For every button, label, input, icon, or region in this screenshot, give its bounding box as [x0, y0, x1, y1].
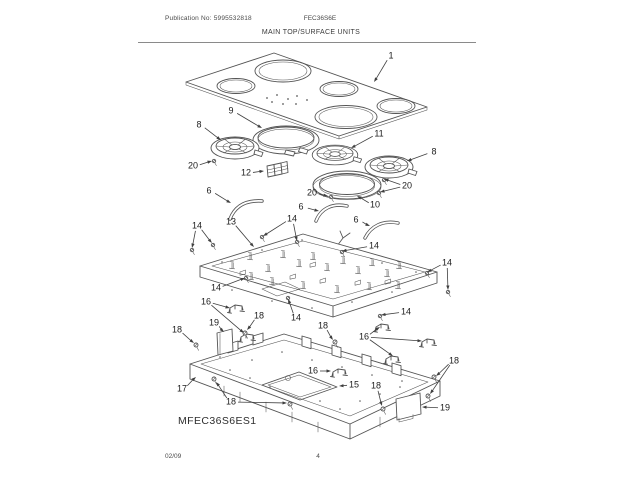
- callout-arrowhead: [314, 208, 319, 211]
- footer-date: 02/09: [165, 453, 182, 460]
- callout-leader: [253, 171, 261, 172]
- callout-arrowhead: [257, 124, 262, 128]
- footer-page-number: 4: [316, 453, 320, 460]
- callout-6: 6: [206, 185, 212, 196]
- callout-8: 8: [196, 119, 202, 130]
- callout-leader: [376, 60, 387, 79]
- callout-leader: [384, 313, 399, 315]
- screw-14: [446, 290, 450, 296]
- callout-arrowhead: [365, 223, 370, 226]
- callout-1: 1: [388, 50, 394, 61]
- callout-18: 18: [225, 396, 237, 407]
- callout-6: 6: [353, 214, 359, 225]
- diagram-model-label: MFEC36S6ES1: [178, 415, 257, 427]
- callout-arrowhead: [282, 401, 287, 404]
- callout-leader: [370, 340, 390, 354]
- screw-20: [377, 191, 381, 197]
- callout-leader: [360, 198, 369, 203]
- callout-14: 14: [191, 220, 203, 231]
- callout-leader: [200, 162, 209, 165]
- callout-leader: [387, 180, 400, 185]
- bracket-16: [228, 305, 245, 313]
- callout-arrowhead: [446, 285, 449, 290]
- callout-14: 14: [210, 282, 222, 293]
- callout-leader: [410, 154, 427, 160]
- callout-leader: [430, 265, 440, 271]
- callout-leader: [327, 330, 331, 337]
- callout-14: 14: [441, 257, 453, 268]
- callout-leader: [202, 230, 210, 241]
- screw-14: [378, 314, 382, 320]
- surface-element-9: [253, 126, 319, 156]
- screw-14: [260, 235, 264, 241]
- callout-15: 15: [348, 379, 360, 390]
- screw-20: [212, 159, 216, 165]
- main-top-frame-13: [200, 234, 437, 317]
- callout-leader: [447, 268, 448, 287]
- callout-arrowhead: [191, 243, 194, 248]
- wire-6: [365, 222, 398, 238]
- callout-18: 18: [448, 355, 460, 366]
- callout-arrowhead: [226, 199, 231, 203]
- surface-element-11: [312, 145, 361, 165]
- callout-arrowhead: [388, 352, 393, 356]
- callout-arrowhead: [430, 389, 434, 394]
- callout-leader: [187, 379, 193, 385]
- callout-16: 16: [200, 296, 212, 307]
- callout-leader: [425, 407, 438, 408]
- callout-19: 19: [439, 402, 451, 413]
- bracket-16: [420, 339, 437, 347]
- callout-arrowhead: [329, 335, 333, 340]
- callout-arrowhead: [351, 145, 356, 148]
- callout-leader: [183, 333, 192, 341]
- callout-leader: [308, 208, 316, 210]
- callout-9: 9: [228, 105, 234, 116]
- screw-14: [190, 248, 194, 254]
- callout-arrowhead: [225, 305, 230, 308]
- callout-20: 20: [306, 187, 318, 198]
- screw-14: [211, 243, 215, 249]
- callout-arrowhead: [216, 136, 221, 140]
- callout-arrowhead: [374, 77, 378, 82]
- callout-leader: [249, 320, 254, 328]
- callout-leader: [383, 187, 400, 191]
- callout-arrowhead: [407, 158, 412, 161]
- callout-leader: [236, 226, 252, 245]
- callout-10: 10: [369, 199, 381, 210]
- page-title: MAIN TOP/SURFACE UNITS: [261, 29, 361, 36]
- wire-6: [316, 205, 347, 221]
- callout-19: 19: [208, 317, 220, 328]
- screw-18: [381, 407, 386, 414]
- callout-leader: [371, 337, 419, 340]
- callout-18: 18: [317, 320, 329, 331]
- callout-leader: [238, 402, 284, 403]
- callout-14: 14: [290, 312, 302, 323]
- callout-18: 18: [253, 310, 265, 321]
- callout-12: 12: [240, 167, 252, 178]
- callout-arrowhead: [263, 232, 268, 236]
- callout-arrowhead: [417, 339, 422, 342]
- callout-leader: [215, 193, 228, 201]
- callout-6: 6: [298, 201, 304, 212]
- screw-18: [426, 394, 431, 401]
- callout-leader: [213, 303, 227, 307]
- callout-leader: [223, 279, 242, 286]
- callout-leader: [266, 222, 286, 235]
- callout-leader: [205, 128, 218, 138]
- callout-20: 20: [401, 180, 413, 191]
- glass-cooktop-1: [186, 53, 427, 139]
- screw-18: [194, 343, 199, 350]
- callout-16: 16: [358, 331, 370, 342]
- callout-14: 14: [286, 213, 298, 224]
- callout-leader: [294, 224, 297, 238]
- callout-18: 18: [171, 324, 183, 335]
- callout-11: 11: [374, 128, 384, 139]
- screw-18: [288, 402, 293, 409]
- callout-leader: [237, 113, 259, 126]
- callout-13: 13: [225, 216, 237, 227]
- callout-17: 17: [176, 383, 188, 394]
- terminal-block-12: [267, 162, 288, 178]
- publication-number: Publication No: 5995532818: [165, 15, 252, 22]
- callout-arrowhead: [207, 161, 212, 164]
- model-number: FEC36S6E: [303, 15, 337, 22]
- callout-8: 8: [431, 146, 437, 157]
- callout-14: 14: [368, 240, 380, 251]
- callout-18: 18: [370, 380, 382, 391]
- screw-18: [243, 331, 248, 338]
- callout-16: 16: [307, 365, 319, 376]
- callout-leader: [193, 231, 196, 245]
- callout-20: 20: [187, 160, 199, 171]
- callout-arrowhead: [288, 299, 291, 304]
- callout-arrowhead: [259, 170, 264, 173]
- side-plate-19-left: [217, 329, 233, 355]
- callout-14: 14: [400, 306, 412, 317]
- callout-arrowhead: [422, 406, 427, 409]
- screw-18: [212, 377, 217, 384]
- callout-leader: [354, 136, 373, 146]
